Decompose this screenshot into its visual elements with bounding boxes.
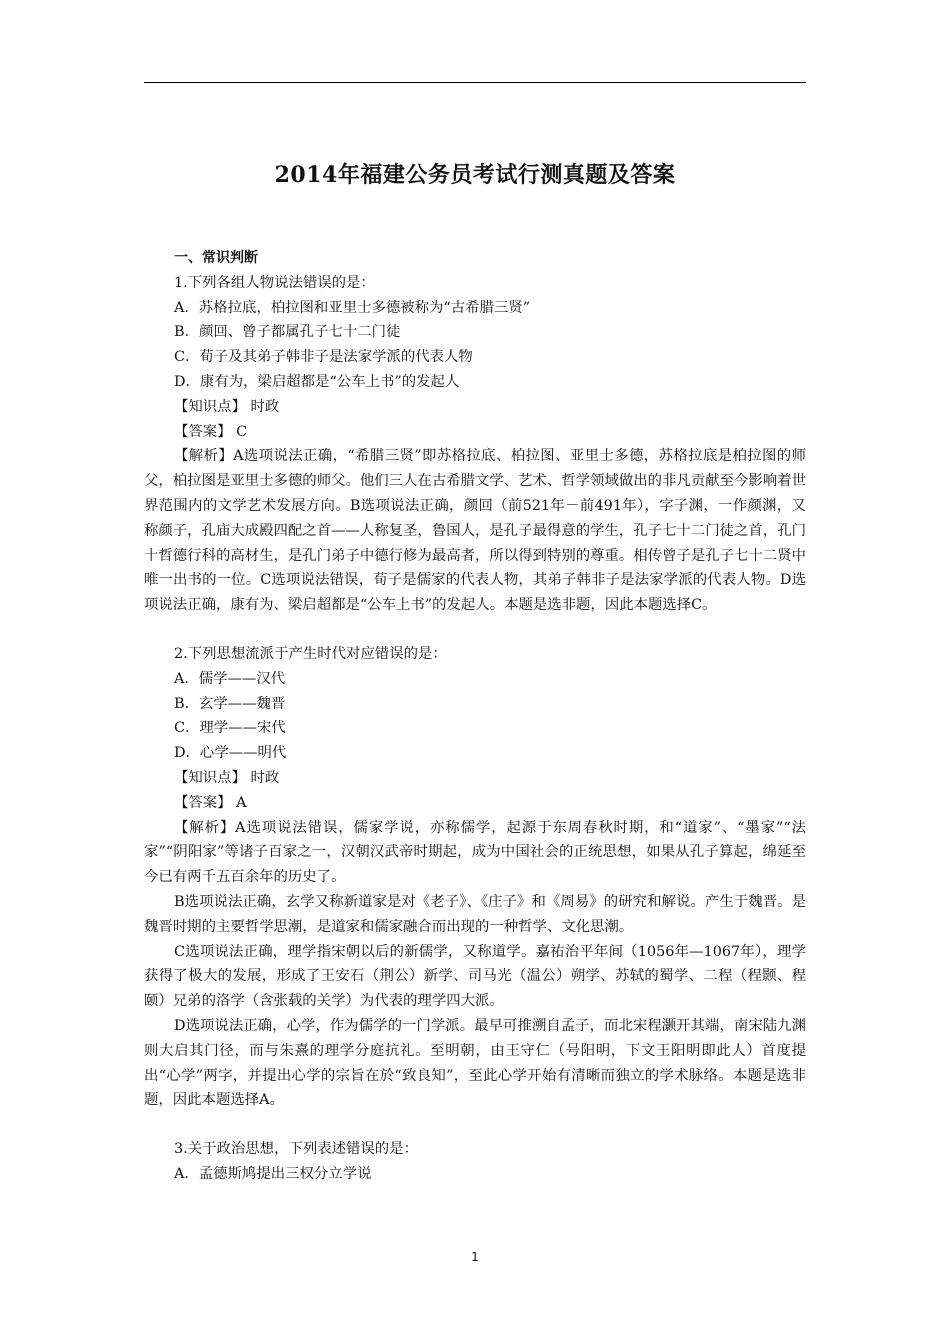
q2-knowledge-point: 【知识点】 时政 [174,769,280,786]
q1-option-a: A．苏格拉底，柏拉图和亚里士多德被称为“古希腊三贤” [174,299,531,316]
q2-option-d: D．心学——明代 [174,745,287,762]
question-2: 2.下列思想流派于产生时代对应错误的是： [174,645,447,662]
q2-analysis-d: D选项说法正确，心学，作为儒学的一门学派。最早可推溯自孟子，而北宋程灏开其端，南宋陆九渊则大启其门径，而与朱熹的理学分庭抗礼。至明朝，由王守仁（号阳明，下文王阳明即此人）首度提出“心学”两字，并提出心学的宗旨在於“致良知”，至此心学开始有清晰而独立的学术脉络。本题是选非题，因此本题选择A。 [144,1017,806,1109]
q2-analysis-c: C选项说法正确，理学指宋朝以后的新儒学，又称道学。嘉祐治平年间（1056年—1067年），理学获得了极大的发展，形成了王安石（荆公）新学、司马光（温公）朔学、苏轼的蜀学、二程（程颢、程颐）兄弟的洛学（含张载的关学）为代表的理学四大派。 [144,943,806,1010]
question-3: 3.关于政治思想，下列表述错误的是： [174,1141,418,1158]
q1-option-d: D．康有为，梁启超都是“公车上书”的发起人 [174,373,460,390]
q2-analysis-a: 【解析】A选项说法错误，儒家学说，亦称儒学，起源于东周春秋时期，和“道家”、“墨家”“法家”“阴阳家”等诸子百家之一，汉朝汉武帝时期起，成为中国社会的正统思想，如果从孔子算起，绵延至今已有两千五百余年的历史了。 [144,819,806,886]
header-rule [144,82,806,83]
q2-answer: 【答案】 A [174,794,247,811]
document-title: 2014年福建公务员考试行测真题及答案 [274,162,676,188]
q1-option-b: B．颜回、曾子都属孔子七十二门徒 [174,324,401,341]
q2-option-c: C．理学——宋代 [174,720,286,737]
question-1: 1.下列各组人物说法错误的是： [174,274,375,291]
document-body [144,246,806,1187]
q1-answer: 【答案】 C [174,423,248,440]
q1-option-c: C．荀子及其弟子韩非子是法家学派的代表人物 [174,349,473,366]
q2-option-a: A．儒学——汉代 [174,670,286,687]
spacer [144,1113,806,1137]
q2-option-b: B．玄学——魏晋 [174,695,286,712]
q1-analysis: 【解析】A选项说法正确，“希腊三贤”即苏格拉底、柏拉图、亚里士多德，苏格拉底是柏拉图的师父，柏拉图是亚里士多德的师父。他们三人在古希腊文学、艺术、哲学领域做出的非凡贡献至今影响着世界范围内的文学艺术发展方向。B选项说法正确，颜回（前521年－前491年），字子渊，一作颜渊，又称颜子，孔庙大成殿四配之首——人称复圣，鲁国人，是孔子最得意的学生，孔子七十二门徒之首，孔门十哲德行科的高材生，是孔门弟子中德行修为最高者，所以得到特别的尊重。相传曾子是孔子七十二贤中唯一出书的一位。C选项说法错误，荀子是儒家的代表人物，其弟子韩非子是法家学派的代表人物。D选项说法正确，康有为、梁启超都是“公车上书”的发起人。本题是选非题，因此本题选择C。 [144,448,806,614]
page-number: 1 [471,1250,479,1264]
spacer [144,618,806,642]
section-heading: 一、常识判断 [174,250,258,266]
q3-option-a: A．孟德斯鸠提出三权分立学说 [174,1165,372,1182]
q2-analysis-b: B选项说法正确，玄学又称新道家是对《老子》、《庄子》和《周易》的研究和解说。产生于魏晋。是魏晋时期的主要哲学思潮，是道家和儒家融合而出现的一种哲学、文化思潮。 [144,893,806,935]
q1-knowledge-point: 【知识点】 时政 [174,398,280,415]
